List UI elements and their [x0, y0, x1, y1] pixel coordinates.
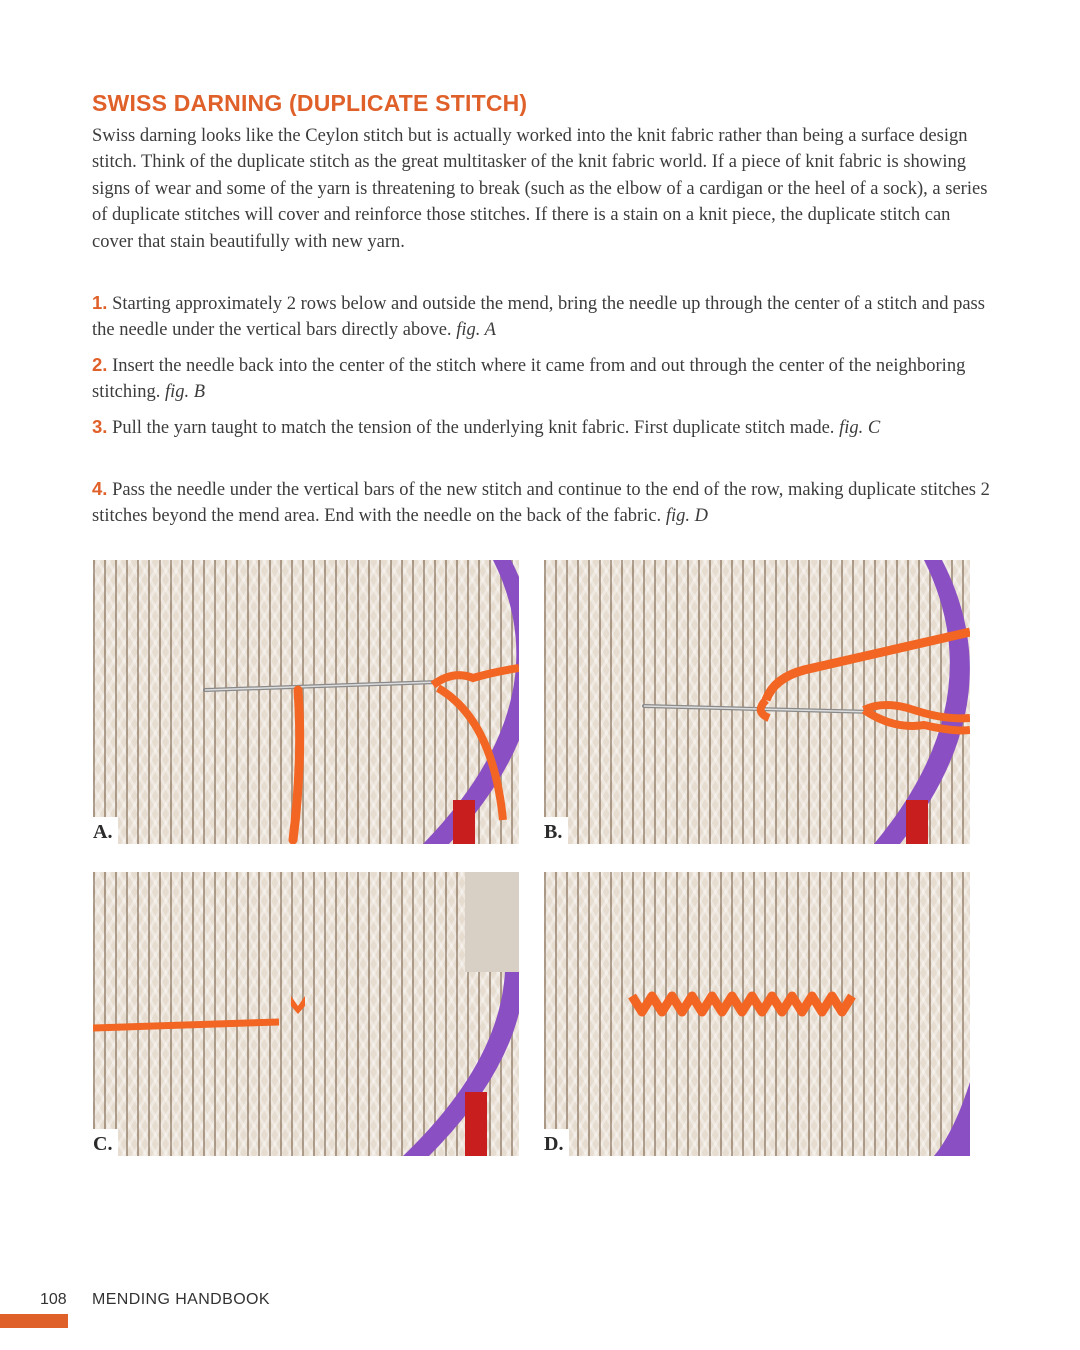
step-number: 3. — [92, 416, 108, 437]
photo-c-illustration — [93, 872, 519, 1156]
step-text: Pass the needle under the vertical bars of the new stitch and continue to the end of the row, making duplicate stitches 2 stitches beyond the mend area. End with the needle on the back of the fabric. — [92, 480, 990, 527]
running-footer-title: MENDING HANDBOOK — [92, 1291, 270, 1308]
page-number: 108 — [40, 1291, 67, 1308]
photo-d-illustration — [544, 872, 970, 1156]
step-1 — [92, 290, 992, 344]
photo-b-illustration — [544, 560, 970, 844]
step-number: 2. — [92, 354, 108, 375]
photo-label: C. — [93, 1129, 118, 1156]
photo-label: B. — [544, 817, 568, 844]
photo-a — [93, 560, 519, 844]
step-4 — [92, 476, 992, 530]
figure-reference: fig. B — [164, 382, 206, 403]
step-text: Insert the needle back into the center of the stitch where it came from and out through the center of the neighboring stitching. — [92, 356, 966, 403]
intro-paragraph: Swiss darning looks like the Ceylon stitch but is actually worked into the knit fabric rather than being a surface design stitch. Think of the duplicate stitch as the great multitasker of the knit fabric world. If a piece of knit fabric is showing signs of wear and some of the yarn is threatening to break (such as the elbow of a cardigan or the heel of a sock), a series of duplicate stitches will cover and reinforce those stitches. If there is a stain on a knit piece, the duplicate stitch can cover that stain beautifully with new yarn. — [92, 126, 988, 252]
photo-a-illustration — [93, 560, 519, 844]
photo-label: A. — [93, 817, 118, 844]
step-2 — [92, 352, 992, 406]
photo-label: D. — [544, 1129, 569, 1156]
photo-b — [544, 560, 970, 844]
step-text: Starting approximately 2 rows below and outside the mend, bring the needle up through the center of a stitch and pass the needle under the vertical bars directly above. — [92, 294, 985, 341]
step-text: Pull the yarn taught to match the tension of the underlying knit fabric. First duplicate stitch made. — [107, 418, 840, 438]
step-3 — [92, 414, 912, 441]
footer-accent-bar — [0, 1314, 68, 1328]
figure-reference: fig. C — [839, 418, 881, 438]
step-number: 1. — [92, 292, 108, 313]
section-heading: SWISS DARNING (DUPLICATE STITCH) — [92, 90, 528, 116]
figure-reference: fig. D — [665, 506, 708, 527]
step-number: 4. — [92, 478, 108, 499]
figure-reference: fig. A — [456, 320, 496, 341]
photo-c — [93, 872, 519, 1156]
photo-d — [544, 872, 970, 1156]
